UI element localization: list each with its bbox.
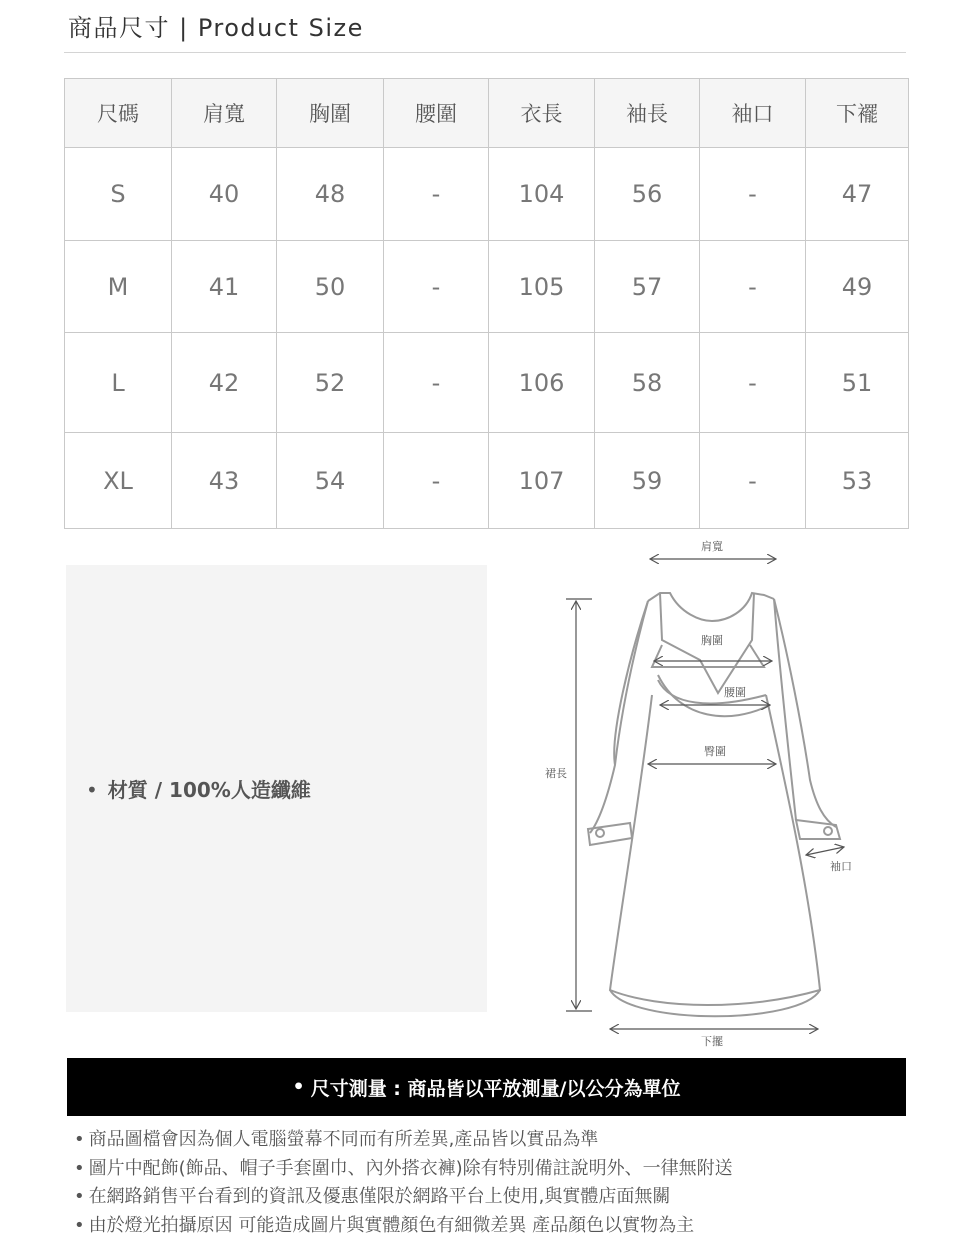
cell-length: 104 bbox=[489, 148, 595, 241]
size-table bbox=[64, 78, 909, 529]
cuff-arrow bbox=[806, 847, 844, 855]
cell-shoulder: 40 bbox=[172, 148, 277, 241]
cell-shoulder: 43 bbox=[172, 433, 277, 529]
bullet-icon: • bbox=[74, 1129, 85, 1150]
cell-chest: 48 bbox=[277, 148, 384, 241]
cell-size: XL bbox=[65, 433, 172, 529]
bullet-icon: • bbox=[86, 778, 98, 802]
col-header-chest: 胸圍 bbox=[277, 79, 384, 148]
cell-cuff: - bbox=[700, 148, 806, 241]
table-row bbox=[65, 433, 909, 529]
note-text: 在網路銷售平台看到的資訊及優惠僅限於網路平台上使用,與實體店面無關 bbox=[88, 1186, 671, 1207]
table-row bbox=[65, 241, 909, 333]
cell-shoulder: 41 bbox=[172, 241, 277, 333]
cell-hem: 47 bbox=[806, 148, 909, 241]
cell-hem: 49 bbox=[806, 241, 909, 333]
notes-list bbox=[74, 1126, 733, 1240]
cell-waist: - bbox=[384, 148, 489, 241]
col-header-cuff: 袖口 bbox=[700, 79, 806, 148]
note-text: 商品圖檔會因為個人電腦螢幕不同而有所差異,產品皆以實品為準 bbox=[88, 1129, 599, 1150]
cell-sleeve: 57 bbox=[595, 241, 700, 333]
table-row bbox=[65, 333, 909, 433]
bullet-icon: • bbox=[74, 1186, 85, 1207]
cell-sleeve: 58 bbox=[595, 333, 700, 433]
cell-chest: 50 bbox=[277, 241, 384, 333]
cell-waist: - bbox=[384, 241, 489, 333]
note-text: 圖片中配飾(飾品、帽子手套圍巾、內外搭衣褲)除有特別備註說明外、一律無附送 bbox=[88, 1157, 733, 1179]
list-item bbox=[74, 1212, 733, 1241]
bullet-icon: • bbox=[292, 1076, 305, 1098]
dress-outline bbox=[588, 593, 840, 1016]
col-header-sleeve: 袖長 bbox=[595, 79, 700, 148]
page-title: 商品尺寸 | Product Size bbox=[68, 14, 364, 42]
cell-length: 105 bbox=[489, 241, 595, 333]
bullet-icon: • bbox=[74, 1214, 85, 1236]
col-header-size: 尺碼 bbox=[65, 79, 172, 148]
list-item bbox=[74, 1126, 733, 1155]
table-row bbox=[65, 148, 909, 241]
cell-hem: 51 bbox=[806, 333, 909, 433]
header-divider bbox=[64, 52, 906, 53]
waist-label: 腰圍 bbox=[724, 686, 746, 699]
cell-size: L bbox=[65, 333, 172, 433]
cell-waist: - bbox=[384, 433, 489, 529]
cell-cuff: - bbox=[700, 333, 806, 433]
dress-measurement-diagram bbox=[540, 535, 860, 1050]
shoulder-label: 肩寬 bbox=[701, 540, 723, 553]
length-label: 裙長 bbox=[545, 767, 567, 780]
chest-label: 胸圍 bbox=[701, 634, 723, 647]
note-text: 由於燈光拍攝原因 可能造成圖片與實體顏色有細微差異 產品顏色以實物為主 bbox=[88, 1214, 695, 1236]
cuff-label: 袖口 bbox=[830, 860, 852, 873]
col-header-waist: 腰圍 bbox=[384, 79, 489, 148]
cell-chest: 52 bbox=[277, 333, 384, 433]
cell-sleeve: 59 bbox=[595, 433, 700, 529]
cell-waist: - bbox=[384, 333, 489, 433]
material-label: 材質 / 100%人造纖維 bbox=[107, 778, 311, 802]
cell-cuff: - bbox=[700, 241, 806, 333]
list-item bbox=[74, 1183, 733, 1212]
cell-sleeve: 56 bbox=[595, 148, 700, 241]
cell-length: 107 bbox=[489, 433, 595, 529]
material-info bbox=[86, 774, 311, 803]
table-header-row bbox=[65, 79, 909, 148]
bullet-icon: • bbox=[74, 1157, 85, 1179]
cell-hem: 53 bbox=[806, 433, 909, 529]
cell-shoulder: 42 bbox=[172, 333, 277, 433]
cell-size: M bbox=[65, 241, 172, 333]
cell-cuff: - bbox=[700, 433, 806, 529]
col-header-length: 衣長 bbox=[489, 79, 595, 148]
list-item bbox=[74, 1155, 733, 1184]
cell-size: S bbox=[65, 148, 172, 241]
col-header-shoulder: 肩寬 bbox=[172, 79, 277, 148]
measurement-banner bbox=[67, 1058, 906, 1116]
col-header-hem: 下襬 bbox=[806, 79, 909, 148]
measurement-note: 尺寸測量 : 商品皆以平放測量/以公分為單位 bbox=[310, 1077, 681, 1100]
hem-label: 下擺 bbox=[701, 1035, 723, 1048]
hip-label: 臀圍 bbox=[704, 745, 726, 758]
cell-length: 106 bbox=[489, 333, 595, 433]
cell-chest: 54 bbox=[277, 433, 384, 529]
